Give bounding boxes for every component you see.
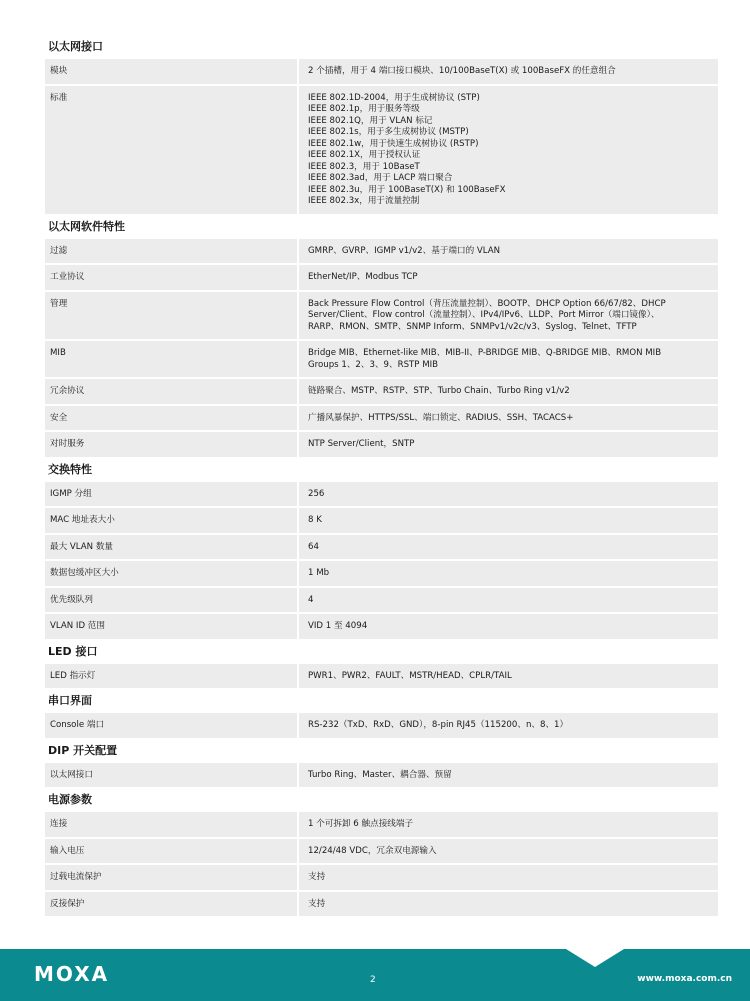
spec-value-line: 64 — [308, 541, 319, 552]
spec-value-line: IEEE 802.1X，用于授权认证 — [308, 150, 421, 160]
spec-value-line: IEEE 802.1s，用于多生成树协议 (MSTP) — [308, 127, 469, 137]
spec-value-line: VID 1 至 4094 — [308, 621, 368, 631]
spec-row — [45, 292, 718, 340]
spec-value-line: IEEE 802.3x，用于流量控制 — [308, 196, 420, 206]
spec-value — [299, 379, 718, 404]
spec-value-line: 12/24/48 VDC，冗余双电源输入 — [308, 845, 437, 856]
spec-value-line: 4 — [308, 594, 314, 605]
spec-row — [45, 86, 718, 214]
spec-value-line: NTP Server/Client，SNTP — [308, 439, 415, 449]
spec-value-line: 1 Mb — [308, 568, 330, 578]
spec-value-line: GMRP、GVRP、IGMP v1/v2、基于端口的 VLAN — [308, 245, 501, 256]
spec-value-line: IEEE 802.3u，用于 100BaseT(X) 和 100BaseFX — [308, 184, 506, 195]
spec-value — [299, 664, 718, 689]
spec-value-line: IEEE 802.1D-2004，用于生成树协议 (STP) — [308, 92, 480, 103]
page-number: 2 — [370, 975, 376, 985]
spec-value — [299, 482, 718, 507]
section-title: 交换特性 — [48, 462, 92, 476]
spec-row — [45, 839, 718, 864]
spec-value — [299, 86, 718, 214]
spec-label: 模块 — [45, 59, 299, 84]
spec-label: 管理 — [45, 292, 299, 340]
spec-label: 标准 — [45, 86, 299, 214]
spec-value — [299, 432, 718, 457]
spec-row — [45, 614, 718, 639]
spec-row — [45, 379, 718, 404]
spec-label: 工业协议 — [45, 265, 299, 290]
spec-row — [45, 406, 718, 431]
spec-value — [299, 839, 718, 864]
spec-row — [45, 482, 718, 507]
section-title: 以太网软件特性 — [48, 219, 125, 233]
spec-value — [299, 865, 718, 890]
spec-label: 数据包缓冲区大小 — [45, 561, 299, 586]
spec-value-line: 256 — [308, 488, 325, 499]
spec-row — [45, 265, 718, 290]
spec-label: 对时服务 — [45, 432, 299, 457]
spec-value-line: EtherNet/IP、Modbus TCP — [308, 272, 418, 282]
section-title: 串口界面 — [48, 694, 92, 707]
section-title: 以太网接口 — [48, 40, 103, 53]
spec-label: 过载电流保护 — [45, 865, 299, 890]
spec-row — [45, 432, 718, 457]
spec-row — [45, 664, 718, 689]
spec-label: 反接保护 — [45, 892, 299, 917]
spec-label: 冗余协议 — [45, 379, 299, 404]
spec-label: 安全 — [45, 406, 299, 431]
spec-value-line: IEEE 802.3，用于 10BaseT — [308, 161, 420, 172]
section-title: DIP 开关配置 — [48, 743, 118, 757]
footer-notch — [566, 949, 624, 967]
spec-value — [299, 763, 718, 788]
spec-row — [45, 892, 718, 917]
spec-value-line: RARP、RMON、SMTP、SNMP Inform、SNMPv1/v2c/v3、Syslog、Telnet、TFTP — [308, 321, 637, 332]
spec-row — [45, 239, 718, 264]
spec-value-line: 8 K — [308, 515, 322, 525]
spec-value — [299, 812, 718, 837]
spec-row — [45, 865, 718, 890]
spec-value — [299, 265, 718, 290]
spec-value — [299, 892, 718, 917]
spec-value-line: Server/Client、Flow control（流量控制）、IPv4/IPv6、LLDP、Port Mirror（端口镜像）、 — [308, 310, 660, 320]
moxa-logo: MOXA — [34, 962, 110, 986]
spec-table — [45, 36, 718, 918]
spec-label: MIB — [45, 341, 299, 377]
spec-label: Console 端口 — [45, 713, 299, 738]
spec-value-line: Groups 1、2、3、9、RSTP MIB — [308, 359, 439, 370]
spec-label: 以太网接口 — [45, 763, 299, 788]
spec-value-line: 2 个插槽，用于 4 端口接口模块、10/100BaseT(X) 或 100BaseFX 的任意组合 — [308, 66, 616, 76]
spec-value-line: 广播风暴保护、HTTPS/SSL、端口锁定、RADIUS、SSH、TACACS+ — [308, 412, 574, 423]
spec-value-line: RS-232（TxD、RxD、GND），8-pin RJ45（115200、n、8、1） — [308, 720, 569, 730]
spec-label: LED 指示灯 — [45, 664, 299, 689]
spec-row — [45, 763, 718, 788]
spec-row — [45, 535, 718, 560]
spec-value-line: IEEE 802.1p，用于服务等级 — [308, 104, 420, 114]
spec-row — [45, 508, 718, 533]
spec-label: 过滤 — [45, 239, 299, 264]
spec-row — [45, 59, 718, 84]
spec-label: 优先级队列 — [45, 588, 299, 613]
spec-value — [299, 614, 718, 639]
spec-value-line: PWR1、PWR2、FAULT、MSTR/HEAD、CPLR/TAIL — [308, 670, 512, 681]
spec-label: 连接 — [45, 812, 299, 837]
spec-row — [45, 812, 718, 837]
spec-value — [299, 239, 718, 264]
spec-value — [299, 341, 718, 377]
spec-value-line: IEEE 802.1Q，用于 VLAN 标记 — [308, 115, 433, 126]
spec-value — [299, 59, 718, 84]
spec-value — [299, 292, 718, 340]
spec-value — [299, 561, 718, 586]
spec-value — [299, 713, 718, 738]
spec-label: MAC 地址表大小 — [45, 508, 299, 533]
spec-value-line: Bridge MIB、Ethernet-like MIB、MIB-II、P-BRIDGE MIB、Q-BRIDGE MIB、RMON MIB — [308, 348, 662, 358]
spec-value — [299, 406, 718, 431]
spec-value-line: IEEE 802.1w，用于快速生成树协议 (RSTP) — [308, 138, 479, 149]
spec-label: IGMP 分组 — [45, 482, 299, 507]
spec-value-line: IEEE 802.3ad，用于 LACP 端口聚合 — [308, 173, 453, 183]
spec-value-line: Back Pressure Flow Control（背压流量控制）、BOOTP、DHCP Option 66/67/82、DHCP — [308, 298, 666, 309]
spec-label: 最大 VLAN 数量 — [45, 535, 299, 560]
spec-row — [45, 561, 718, 586]
spec-value-line: Turbo Ring、Master、耦合器、预留 — [308, 769, 452, 780]
spec-value-line: 支持 — [308, 872, 326, 882]
spec-value-line: 支持 — [308, 898, 326, 909]
spec-row — [45, 588, 718, 613]
section-title: 电源参数 — [48, 793, 92, 806]
website-link[interactable]: www.moxa.com.cn — [637, 974, 732, 984]
section-title: LED 接口 — [48, 644, 98, 658]
spec-row — [45, 341, 718, 377]
spec-value — [299, 588, 718, 613]
spec-value — [299, 508, 718, 533]
spec-value-line: 1 个可拆卸 6 触点接线端子 — [308, 819, 414, 829]
spec-value-line: 链路聚合、MSTP、RSTP、STP、Turbo Chain、Turbo Ring v1/v2 — [308, 386, 570, 396]
spec-label: VLAN ID 范围 — [45, 614, 299, 639]
spec-label: 输入电压 — [45, 839, 299, 864]
spec-value — [299, 535, 718, 560]
spec-row — [45, 713, 718, 738]
